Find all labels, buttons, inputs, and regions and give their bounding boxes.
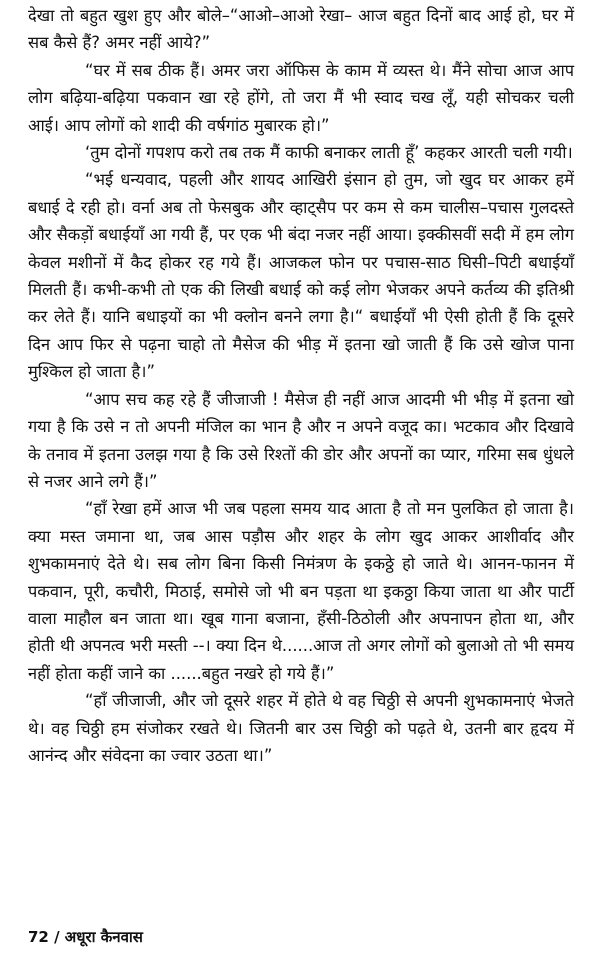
page-footer: 72 / अधूरा कैनवास xyxy=(28,928,143,946)
paragraph-greetings-complaint: “भई धन्यवाद, पहली और शायद आखिरी इंसान हो तुम, जो खुद घर आकर हमें बधाई दे रही हो। वर्ना अब तो फेसबुक और व्हाट्सैप पर कम से कम चालीस–पचास गुलदस्ते और सैकड़ों बधाईयाँ आ गयी हैं, पर एक भी बंदा नजर नहीं आया। इक्कीसवीं सदी में हम लोग केवल मशीनों में कैद होकर रह गये हैं। आजकल फोन पर पचास-साठ घिसी–पिटी बधाईयाँ मिलती हैं। कभी-कभी तो एक की लिखी बधाई को कई लोग भेजकर अपने कर्तव्य की इतिश्री कर लेते हैं। यानि बधाइयों का भी क्लोन बनने लगा है।“ बधाईयाँ भी ऐसी होती हैं कि दूसरे दिन आप फिर से पढ़ना चाहो तो मैसेज की भीड़ में इतना खो जाती हैं कि उसे खोज पाना मुश्किल हो जाता है।” xyxy=(28,170,574,382)
paragraph-continuation: देखा तो बहुत खुश हुए और बोले–“आओ–आओ रेखा– आज बहुत दिनों बाद आई हो, घर में सब कैसे हैं? अमर नहीं आये?” xyxy=(28,6,574,53)
paragraph-aarti-leaves: ‘तुम दोनों गपशप करो तब तक मैं काफी बनाकर लाती हूँ’ कहकर आरती चली गयी। xyxy=(85,143,573,163)
book-page xyxy=(28,2,574,952)
paragraph-crowd-lost: “आप सच कह रहे हैं जीजाजी ! मैसेज ही नहीं आज आदमी भी भीड़ में इतना खो गया है कि उसे न तो अपनी मंजिल का भान है और न अपने वजूद का। भटकाव और दिखावे के तनाव में इतना उलझ गया है कि उसे रिश्तों की डोर और अपनों का प्यार, गरिमा सब धुंधले से नजर आने लगे हैं।” xyxy=(28,389,574,491)
paragraph-rekha-reply: “घर में सब ठीक हैं। अमर जरा ऑफिस के काम में व्यस्त थे। मैंने सोचा आज आप लोग बढ़िया-बढ़िया पकवान खा रहे होंगे, तो जरा मैं भी स्वाद चख लूँ, यही सोचकर चली आई। आप लोगों को शादी की वर्षगांठ मुबारक हो।” xyxy=(28,60,574,135)
paragraph-letters: “हाँ जीजाजी, और जो दूसरे शहर में होते थे वह चिठ्ठी से अपनी शुभकामनाएं भेजते थे। वह चिठ्ठी हम संजोकर रखते थे। जितनी बार उस चिठ्ठी को पढ़ते थे, उतनी बार हृदय में आनंन्द और संवेदना का ज्वार उठता था।” xyxy=(28,691,574,765)
paragraph-old-times: “हाँ रेखा हमें आज भी जब पहला समय याद आता है तो मन पुलकित हो जाता है।क्या मस्त जमाना था, जब आस पड़ौस और शहर के लोग खुद आकर आशीर्वाद और शुभकामनाएं देते थे। सब लोग बिना किसी निमंत्रण के इकठ्ठे हो जाते थे। आनन-फानन में पकवान, पूरी, कचौरी, मिठाई, समोसे जो भी बन पड़ता था इकठ्ठा किया जाता था और पार्टी वाला माहौल बन जाता था। खूब गाना बजाना, हँसी-ठिठोली और अपनापन होता था, और होती थी अपनत्व भरी मस्ती --। क्या दिन थे......आज तो अगर लोगों को बुलाओ तो भी समय नहीं होता कहीं जाने का ......बहुत नखरे हो गये हैं।” xyxy=(28,499,574,683)
